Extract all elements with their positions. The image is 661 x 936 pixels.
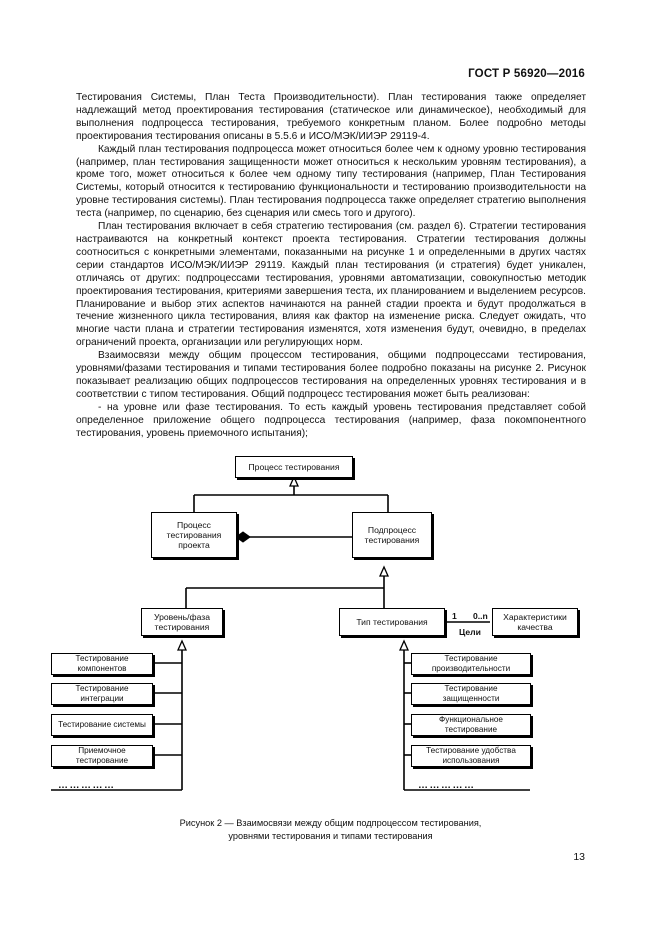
level-item-label: Тестирование интеграции [75, 684, 129, 703]
level-item-label: Тестирование компонентов [75, 654, 129, 673]
project-test-process-box [151, 512, 237, 558]
paragraph: Взаимосвязи между общим процессом тестирования, общими подпроцессами тестирования, уровнями/фазами тестирования и типами тестирования более подробно показаны на рисунке 2. Рисунок показывает реализацию общих подпроцессов тестирования на определенных уровнях тестирования и в соответствии с типом тестирования. Общий подпроцесс тестирования может быть реализован: [76, 350, 586, 400]
type-item-label: Функциональное тестирование [439, 715, 503, 734]
paragraph: Каждый план тестирования подпроцесса может относиться более чем к одному уровню тестирования (например, план тестирования защищенности может относиться к нескольким уровням тестирования), а кроме того, может относиться к более чем одному типу тестирования (например, План Тестирования Системы, который относится к тестированию функциональности и тестированию производительности на уровне тестирования системы). План тестирования подпроцесса также определяет стратегию выполнения теста (например, по сценарию, без сценария или смесь того и другого). [76, 143, 586, 220]
paragraph: План тестирования включает в себя стратегию тестирования (см. раздел 6). Стратегии тестирования настраиваются на конкретный контекст проекта тестирования. Стратегии тестирования должны соотноситься с конкретными элементами, показанными на рисунке 1 и определенными в других частях серии стандартов ИСО/МЭК/ИИЭР 29119. Каждый план тестирования (и стратегия) будет уникален, отличаясь от других: подпроцессами тестирования, уровнями автоматизации, совокупностью методик проектирования тестирования, критериями завершения теста, их планированием и выделением ресурсов. Планирование и выбор этих аспектов начинаются на ранней стадии проекта и будут продолжаться в течение жизненного цикла тестирования, влияя как фактор на изменение риска. Следует ожидать, что многие части плана и стратегии тестирования изменятся, хотя изменения будут, очевидно, в пределах ограничений проекта, организации или регулирующих норм. [76, 221, 586, 349]
type-item-security [411, 683, 531, 705]
quality-characteristics-box [492, 608, 578, 636]
document-id: ГОСТ Р 56920—2016 [468, 68, 585, 80]
type-item-label: Тестирование защищенности [442, 684, 500, 703]
level-item-components [51, 653, 153, 675]
level-item-system [51, 714, 153, 736]
level-item-acceptance [51, 745, 153, 767]
type-item-label: Тестирование удобства использования [426, 746, 516, 765]
type-item-label: Тестирование производительности [431, 654, 511, 673]
type-item-performance [411, 653, 531, 675]
test-subprocess-label: Подпроцесс тестирования [364, 525, 420, 545]
caption-line: Рисунок 2 — Взаимосвязи между общим подпроцессом тестирования, [179, 818, 482, 828]
level-item-integration [51, 683, 153, 705]
test-level-box [141, 608, 223, 636]
body-text [76, 92, 586, 440]
figure-caption [0, 817, 661, 842]
type-ellipsis: …………… [418, 780, 476, 791]
type-item-usability [411, 745, 531, 767]
quality-characteristics-label: Характеристики качества [503, 612, 567, 632]
test-type-label: Тип тестирования [356, 617, 428, 627]
role-label: Цели [459, 627, 481, 637]
paragraph: - на уровне или фазе тестирования. То есть каждый уровень тестирования представляет собой определенное приложение общего подпроцесса тестирования (например, фаза покомпонентного тестирования, уровень приемочного испытания); [76, 401, 586, 439]
page-number: 13 [573, 851, 585, 863]
test-subprocess-box [352, 512, 432, 558]
multiplicity-many: 0..n [473, 611, 488, 621]
test-process-label: Процесс тестирования [248, 462, 340, 472]
level-ellipsis: …………… [58, 780, 116, 791]
project-test-process-label: Процесс тестирования проекта [166, 520, 222, 550]
level-item-label: Приемочное тестирование [75, 746, 129, 765]
test-process-box [235, 456, 353, 478]
type-item-functional [411, 714, 531, 736]
level-item-label: Тестирование системы [58, 720, 146, 730]
test-level-label: Уровень/фаза тестирования [154, 612, 210, 632]
test-type-box [339, 608, 445, 636]
caption-line: уровнями тестирования и типами тестирования [228, 830, 433, 841]
multiplicity-one: 1 [452, 611, 457, 621]
paragraph: Тестирования Системы, План Теста Производительности). План тестирования также определяет надлежащий метод проектирования тестирования (статическое или динамическое), необходимый для выполнения подпроцесса тестирования, требуемого конкретным планом. Более подробно методы проектирования тестирования описаны в 5.5.6 и ИСО/МЭК/ИИЭР 29119-4. [76, 92, 586, 142]
